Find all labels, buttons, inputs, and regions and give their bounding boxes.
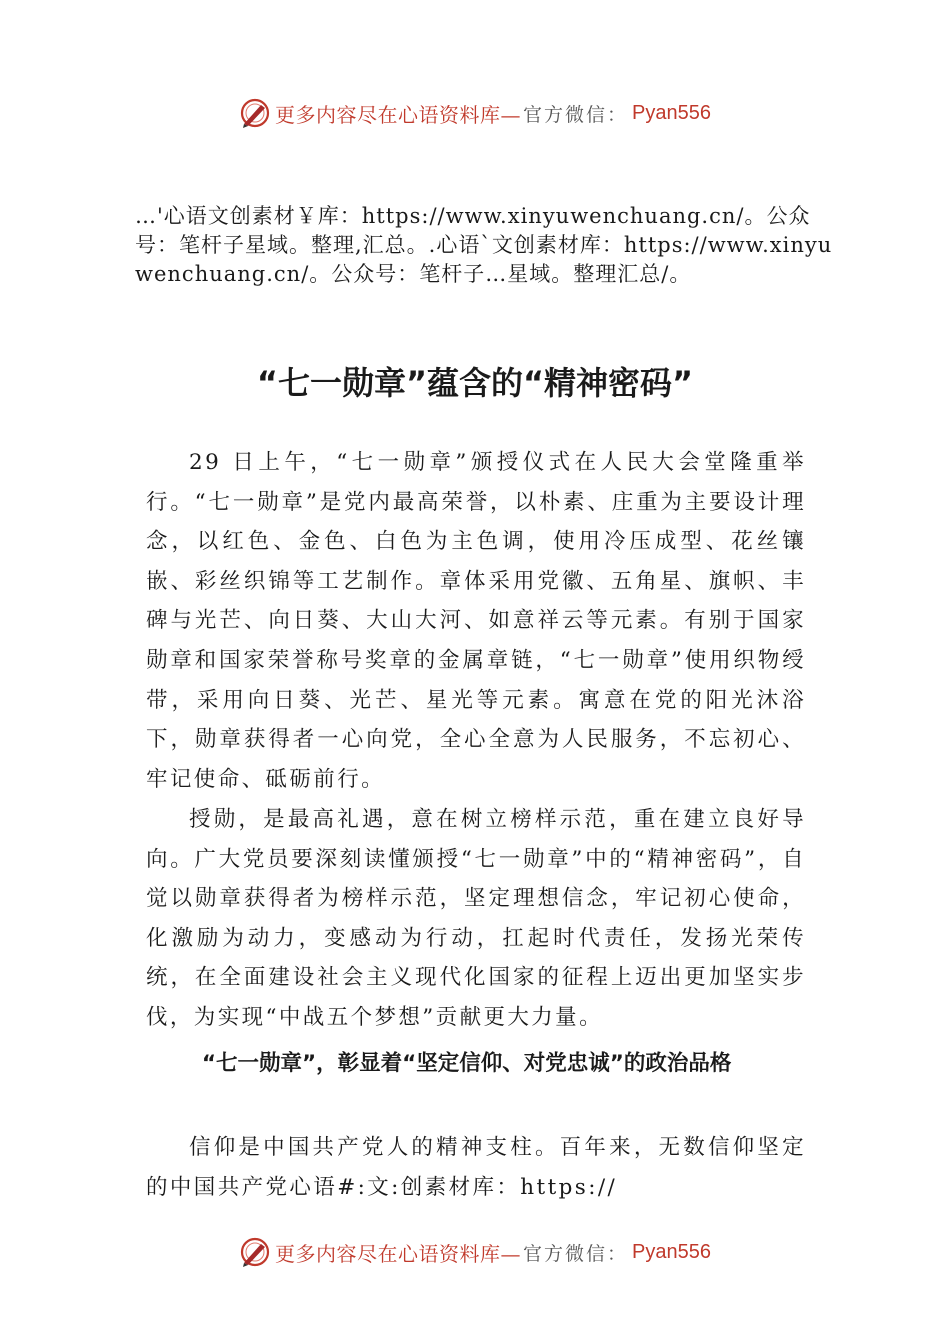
pen-in-circle-icon <box>239 1236 271 1268</box>
source-note: …'心语文创素材￥库：https://www.xinyuwenchuang.cn/。公众号：笔杆子星域。整理,汇总。.心语`文创素材库：https://www.xinyuwenchuang.cn/。公众号：笔杆子…星域。整理汇总/。 <box>135 204 833 286</box>
body-paragraph: 信仰是中国共产党人的精神支柱。百年来，无数信仰坚定的中国共产党心语#:文:创素材库：https:// <box>146 1135 806 1200</box>
banner-wechat-id: Pyan556 <box>632 101 711 124</box>
page-title: “七一勋章”蕴含的“精神密码” <box>256 364 694 402</box>
pen-in-circle-icon <box>239 97 271 129</box>
footer-banner <box>0 1232 950 1272</box>
body-paragraph: 29 日上午，“七一勋章”颁授仪式在人民大会堂隆重举行。“七一勋章”是党内最高荣誉，以朴素、庄重为主要设计理念，以红色、金色、白色为主色调，使用冷压成型、花丝镶嵌、彩丝织锦等工艺制作。章体采用党徽、五角星、旗帜、丰碑与光芒、向日葵、大山大河、如意祥云等元素。有别于国家勋章和国家荣誉称号奖章的金属章链，“七一勋章”使用织物绶带，采用向日葵、光芒、星光等元素。寓意在党的阳光沐浴下，勋章获得者一心向党，全心全意为人民服务，不忘初心、牢记使命、砥砺前行。 <box>146 450 806 792</box>
banner-wechat-label: 官方微信： <box>523 103 629 126</box>
banner-slogan: 更多内容尽在心语资料库— <box>275 102 521 127</box>
body-paragraph: 授勋，是最高礼遇，意在树立榜样示范，重在建立良好导向。广大党员要深刻读懂颁授“七一勋章”中的“精神密码”，自觉以勋章获得者为榜样示范，坚定理想信念，牢记初心使命，化激励为动力，变感动为行动，扛起时代责任，发扬光荣传统，在全面建设社会主义现代化国家的征程上迈出更加坚实步伐，为实现“中战五个梦想”贡献更大力量。 <box>146 807 806 1030</box>
banner-slogan: 更多内容尽在心语资料库— <box>275 1241 521 1266</box>
header-banner <box>0 93 950 133</box>
section-heading: “七一勋章”，彰显着“坚定信仰、对党忠诚”的政治品格 <box>201 1051 732 1076</box>
banner-wechat-label: 官方微信： <box>523 1242 629 1265</box>
banner-wechat-id: Pyan556 <box>632 1240 711 1263</box>
